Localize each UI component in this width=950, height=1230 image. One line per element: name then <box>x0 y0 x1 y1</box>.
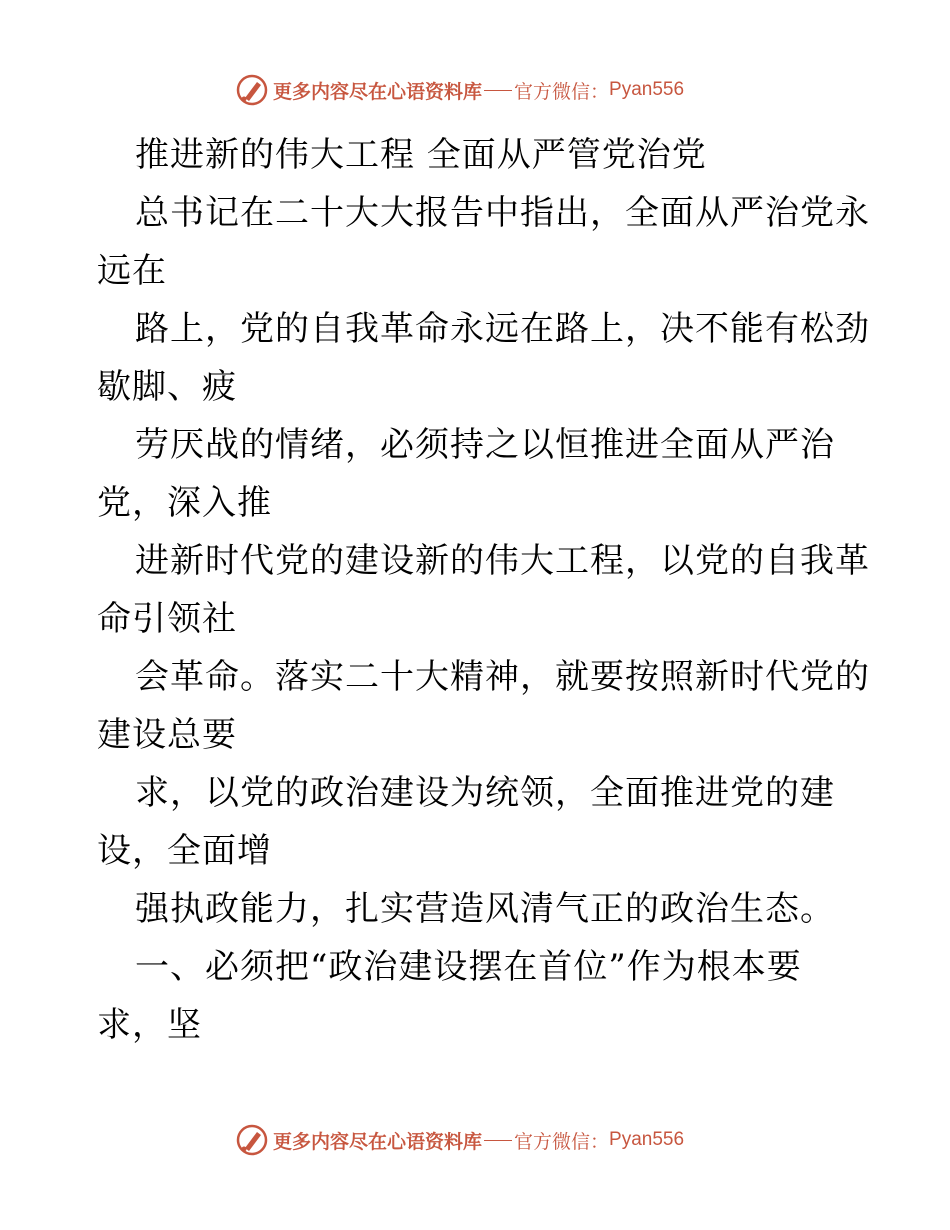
header-watermark <box>235 72 684 108</box>
text-line: 强执政能力，扎实营造风清气正的政治生态。 <box>135 889 835 929</box>
document-body <box>97 126 877 1054</box>
text-line: 求，以党的政治建设为统领，全面推进党的建 <box>135 773 835 813</box>
text-line: 党，深入推 <box>97 483 272 523</box>
footer-watermark <box>235 1122 684 1158</box>
text-line: 远在 <box>97 251 167 291</box>
watermark-wechat-id: Pyan556 <box>609 79 685 100</box>
watermark-dash <box>484 1140 512 1141</box>
text-line: 总书记在二十大大报告中指出，全面从严治党永 <box>135 193 870 233</box>
document-title: 推进新的伟大工程 全面从严管党治党 <box>135 135 707 175</box>
text-line: 会革命。落实二十大精神，就要按照新时代党的 <box>135 657 870 697</box>
text-line: 歇脚、疲 <box>97 367 237 407</box>
text-line: 建设总要 <box>97 715 237 755</box>
watermark-site-text: 更多内容尽在心语资料库 <box>273 1130 483 1153</box>
text-line: 劳厌战的情绪，必须持之以恒推进全面从严治 <box>135 425 835 465</box>
watermark-dash <box>484 90 512 91</box>
text-line: 进新时代党的建设新的伟大工程，以党的自我革 <box>135 541 870 581</box>
text-line: 命引领社 <box>97 599 237 639</box>
text-line: 求，坚 <box>97 1005 202 1045</box>
watermark-site-text: 更多内容尽在心语资料库 <box>273 80 483 103</box>
text-line: 路上，党的自我革命永远在路上，决不能有松劲 <box>135 309 870 349</box>
text-line: 设，全面增 <box>97 831 272 871</box>
section-heading-line: 一、必须把“政治建设摆在首位”作为根本要 <box>135 947 802 987</box>
pen-nib-circle-icon <box>235 1123 269 1157</box>
watermark-wechat-id: Pyan556 <box>609 1129 685 1150</box>
pen-nib-circle-icon <box>235 73 269 107</box>
watermark-wechat-label: 官方微信： <box>514 1130 610 1153</box>
watermark-wechat-label: 官方微信： <box>514 80 610 103</box>
